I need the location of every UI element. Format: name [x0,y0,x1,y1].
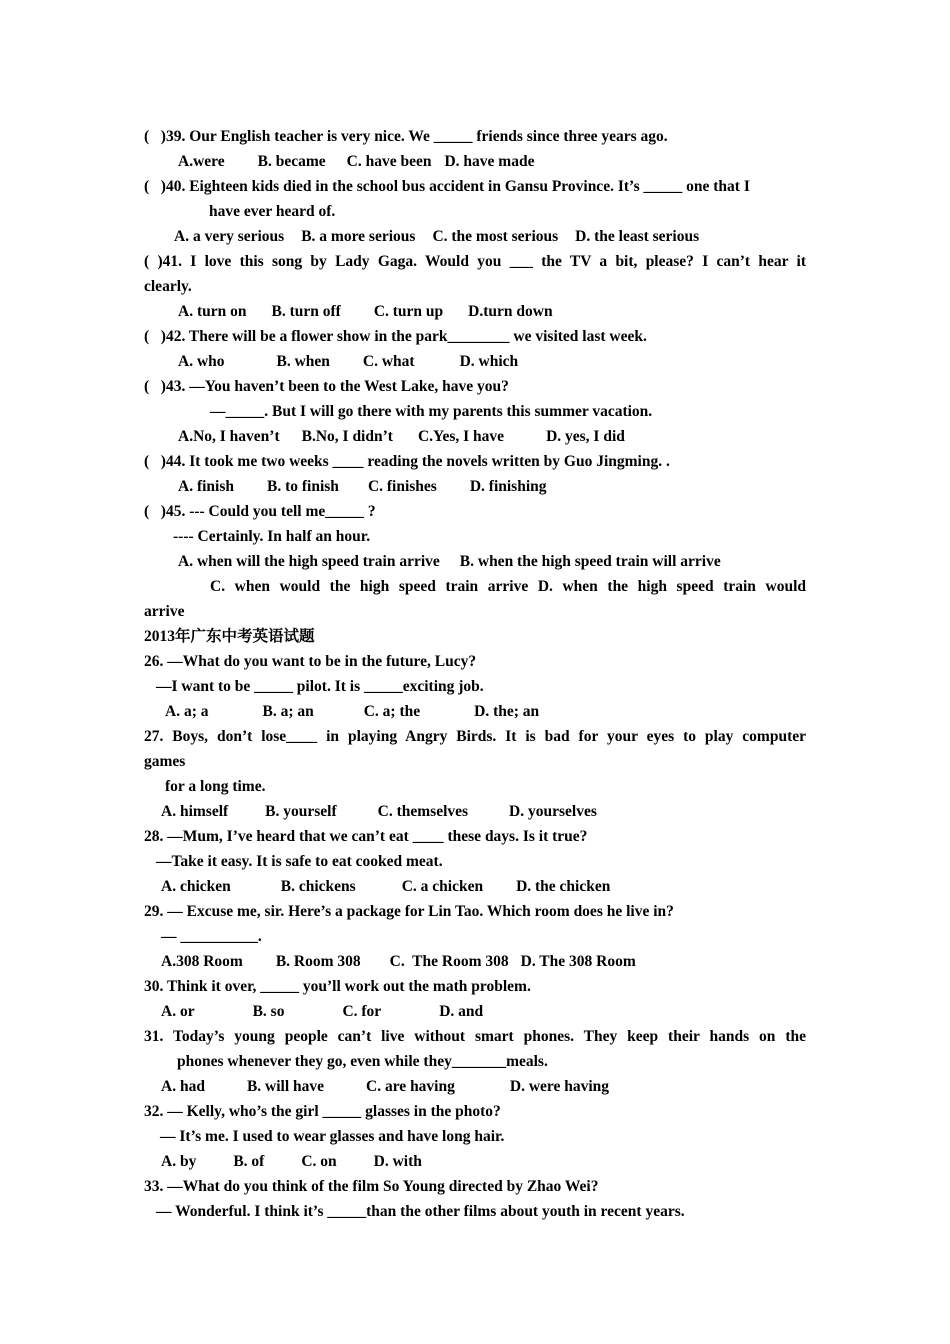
q41-option-b: B. turn off [271,303,341,320]
q43-option-b: B.No, I didn’t [301,428,393,445]
q29-stem: 29. — Excuse me, sir. Here’s a package for Lin Tao. Which room does he live in? [144,903,674,920]
q45-option-a: A. when will the high speed train arrive [178,553,440,570]
q33-reply: — Wonderful. I think it’s _____than the other films about youth in recent years. [156,1203,685,1220]
q44-option-a: A. finish [178,478,234,495]
q44-option-b: B. to finish [267,478,339,495]
q26-option-d: D. the; an [474,703,540,720]
q30-option-c: C. for [342,1003,382,1020]
q45-options-line1 [144,549,806,574]
q29-reply: — __________. [161,928,262,945]
q32-options [144,1149,806,1174]
q43-option-a: A.No, I haven’t [178,428,280,445]
q27-stem: 27. Boys, don’t lose____ in playing Angry Birds. It is bad for your eyes to play computer [144,728,806,745]
q27-option-c: C. themselves [377,803,469,820]
q26-option-b: B. a; an [262,703,314,720]
q45-option-b: B. when the high speed train will arrive [459,553,721,570]
q42-option-d: D. which [459,353,519,370]
q32-stem: 32. — Kelly, who’s the girl _____ glasses in the photo? [144,1103,501,1120]
q28-option-a: A. chicken [161,878,231,895]
q39-option-a: A.were [178,153,225,170]
q41-stem: ( )41. I love this song by Lady Gaga. Would you ___ the TV a bit, please? I can’t hear it [144,253,806,270]
q27-stem-cont2: for a long time. [165,778,266,795]
q43-option-c: C.Yes, I have [417,428,505,445]
q32-reply: — It’s me. I used to wear glasses and have long hair. [160,1128,505,1145]
q28-options [144,874,806,899]
q42-option-b: B. when [276,353,330,370]
q44-options [144,474,806,499]
q26-reply: —I want to be _____ pilot. It is _____exciting job. [156,678,484,695]
q27-stem-cont: games [144,753,186,770]
q44-stem: ( )44. It took me two weeks ____ reading the novels written by Guo Jingming. . [144,453,670,470]
q32-option-c: C. on [301,1153,337,1170]
q39-option-c: C. have been [346,153,432,170]
q32-option-a: A. by [161,1153,197,1170]
q40-option-a: A. a very serious [174,228,285,245]
q33-stem: 33. —What do you think of the film So Young directed by Zhao Wei? [144,1178,599,1195]
q32-option-d: D. with [373,1153,422,1170]
q39-options [144,149,806,174]
q43-stem: ( )43. —You haven’t been to the West Lake, have you? [144,378,509,395]
q32-option-b: B. of [233,1153,265,1170]
q40-option-c: C. the most serious [432,228,559,245]
q29-option-b: B. Room 308 [275,953,361,970]
q31-option-a: A. had [161,1078,205,1095]
q26-option-a: A. a; a [165,703,209,720]
q31-option-d: D. were having [509,1078,610,1095]
q40-option-b: B. a more serious [301,228,416,245]
q42-options [144,349,806,374]
q27-options [144,799,806,824]
q27-option-b: B. yourself [265,803,337,820]
q28-option-b: B. chickens [280,878,356,895]
q43-option-d: D. yes, I did [546,428,625,445]
q39-stem: ( )39. Our English teacher is very nice. We _____ friends since three years ago. [144,128,668,145]
q45-options-line2-cont: arrive [144,603,185,620]
q39-option-d: D. have made [444,153,535,170]
q26-stem: 26. —What do you want to be in the future, Lucy? [144,653,477,670]
q31-stem: 31. Today’s young people can’t live without smart phones. They keep their hands on the [144,1028,806,1045]
q30-option-d: D. and [439,1003,484,1020]
q29-option-a: A.308 Room [161,953,243,970]
q30-option-b: B. so [252,1003,285,1020]
q40-option-d: D. the least serious [575,228,700,245]
q43-reply: —_____. But I will go there with my parents this summer vacation. [210,403,653,420]
q28-stem: 28. —Mum, I’ve heard that we can’t eat ____ these days. Is it true? [144,828,588,845]
q30-stem: 30. Think it over, _____ you’ll work out the math problem. [144,978,531,995]
q40-stem: ( )40. Eighteen kids died in the school bus accident in Gansu Province. It’s _____ one that I [144,178,750,195]
q41-option-d: D.turn down [468,303,553,320]
q41-option-a: A. turn on [178,303,247,320]
q31-options [144,1074,806,1099]
q28-reply: —Take it easy. It is safe to eat cooked meat. [156,853,443,870]
q42-option-c: C. what [362,353,415,370]
q44-option-c: C. finishes [367,478,437,495]
q40-options [144,224,806,249]
q30-option-a: A. or [161,1003,195,1020]
q41-options [144,299,806,324]
q30-options [144,999,806,1024]
q45-stem: ( )45. --- Could you tell me_____ ? [144,503,376,520]
q45-reply: ---- Certainly. In half an hour. [173,528,371,545]
q27-option-a: A. himself [161,803,229,820]
q43-options [144,424,806,449]
q28-option-d: D. the chicken [516,878,611,895]
q29-option-d: D. The 308 Room [520,953,636,970]
q42-option-a: A. who [178,353,225,370]
q27-option-d: D. yourselves [509,803,597,820]
q26-options [144,699,806,724]
q31-option-b: B. will have [246,1078,325,1095]
q40-stem-cont: have ever heard of. [209,203,336,220]
q41-option-c: C. turn up [373,303,444,320]
q28-option-c: C. a chicken [401,878,484,895]
q31-stem-cont: phones whenever they go, even while they_______meals. [177,1053,548,1070]
q26-option-c: C. a; the [363,703,421,720]
q44-option-d: D. finishing [469,478,547,495]
q29-options [144,949,806,974]
q39-option-b: B. became [257,153,326,170]
q29-option-c: C. The Room 308 [389,953,509,970]
q31-option-c: C. are having [366,1078,455,1095]
q42-stem: ( )42. There will be a flower show in the park________ we visited last week. [144,328,647,345]
q45-options-line2: C. when would the high speed train arrive D. when the high speed train would [210,578,806,595]
section-heading: 2013年广东中考英语试题 [144,628,315,645]
q41-stem-cont: clearly. [144,278,192,295]
